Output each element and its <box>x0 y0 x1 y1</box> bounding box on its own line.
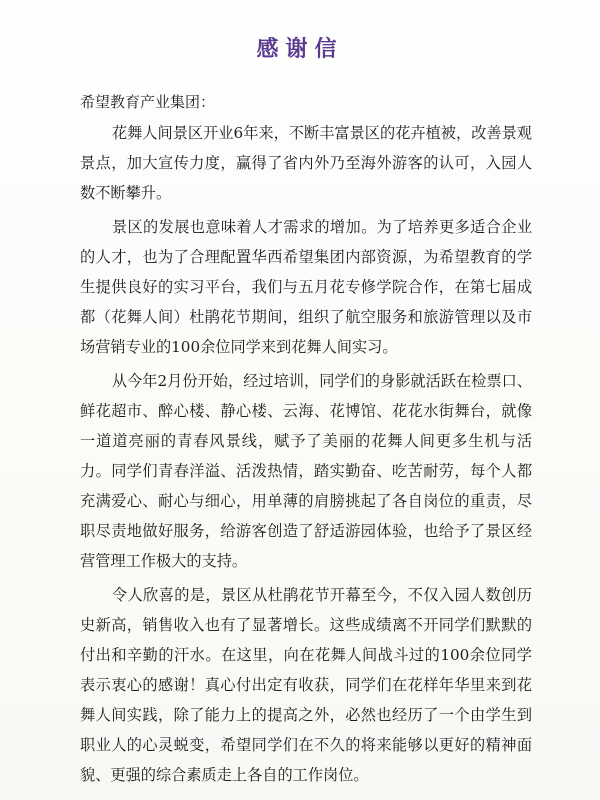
letter-paragraph: 花舞人间景区开业6年来，不断丰富景区的花卉植被，改善景观景点，加大宣传力度，赢得了省内外乃至海外游客的认可，入园人数不断攀升。 <box>80 124 532 202</box>
letter-paragraph: 令人欣喜的是，景区从杜鹃花节开幕至今，不仅入园人数创历史新高，销售收入也有了显著增长。这些成绩离不开同学们默默的付出和辛勤的汗水。在这里，向在花舞人间战斗过的100余位同学表示衷心的感谢！真心付出定有收获，同学们在花样年华里来到花舞人间实践，除了能力上的提高之外，必然也经历了一个由学生到职业人的心灵蜕变，希望同学们在不久的将来能够以更好的精神面貌、更强的综合素质走上各自的工作岗位。 <box>80 586 532 784</box>
letter-title: 感谢信 <box>256 37 344 62</box>
letter-salutation: 希望教育产业集团： <box>80 93 216 111</box>
letter-paragraph: 景区的发展也意味着人才需求的增加。为了培养更多适合企业的人才，也为了合理配置华西希望集团内部资源，为希望教育的学生提供良好的实习平台，我们与五月花专修学院合作，在第七届成都（花舞人间）杜鹃花节期间，组织了航空服务和旅游管理以及市场营销专业的100余位同学来到花舞人间实习。 <box>80 218 532 356</box>
letter-body <box>80 118 532 790</box>
letter-paragraph: 从今年2月份开始，经过培训，同学们的身影就活跃在检票口、鲜花超市、醉心楼、静心楼、云海、花博馆、花花水街舞台，就像一道道亮丽的青春风景线，赋予了美丽的花舞人间更多生机与活力。同学们青春洋溢、活泼热情，踏实勤奋、吃苦耐劳，每个人都充满爱心、耐心与细心，用单薄的肩膀挑起了各自岗位的重责，尽职尽责地做好服务，给游客创造了舒适游园体验，也给予了景区经营管理工作极大的支持。 <box>80 372 532 570</box>
